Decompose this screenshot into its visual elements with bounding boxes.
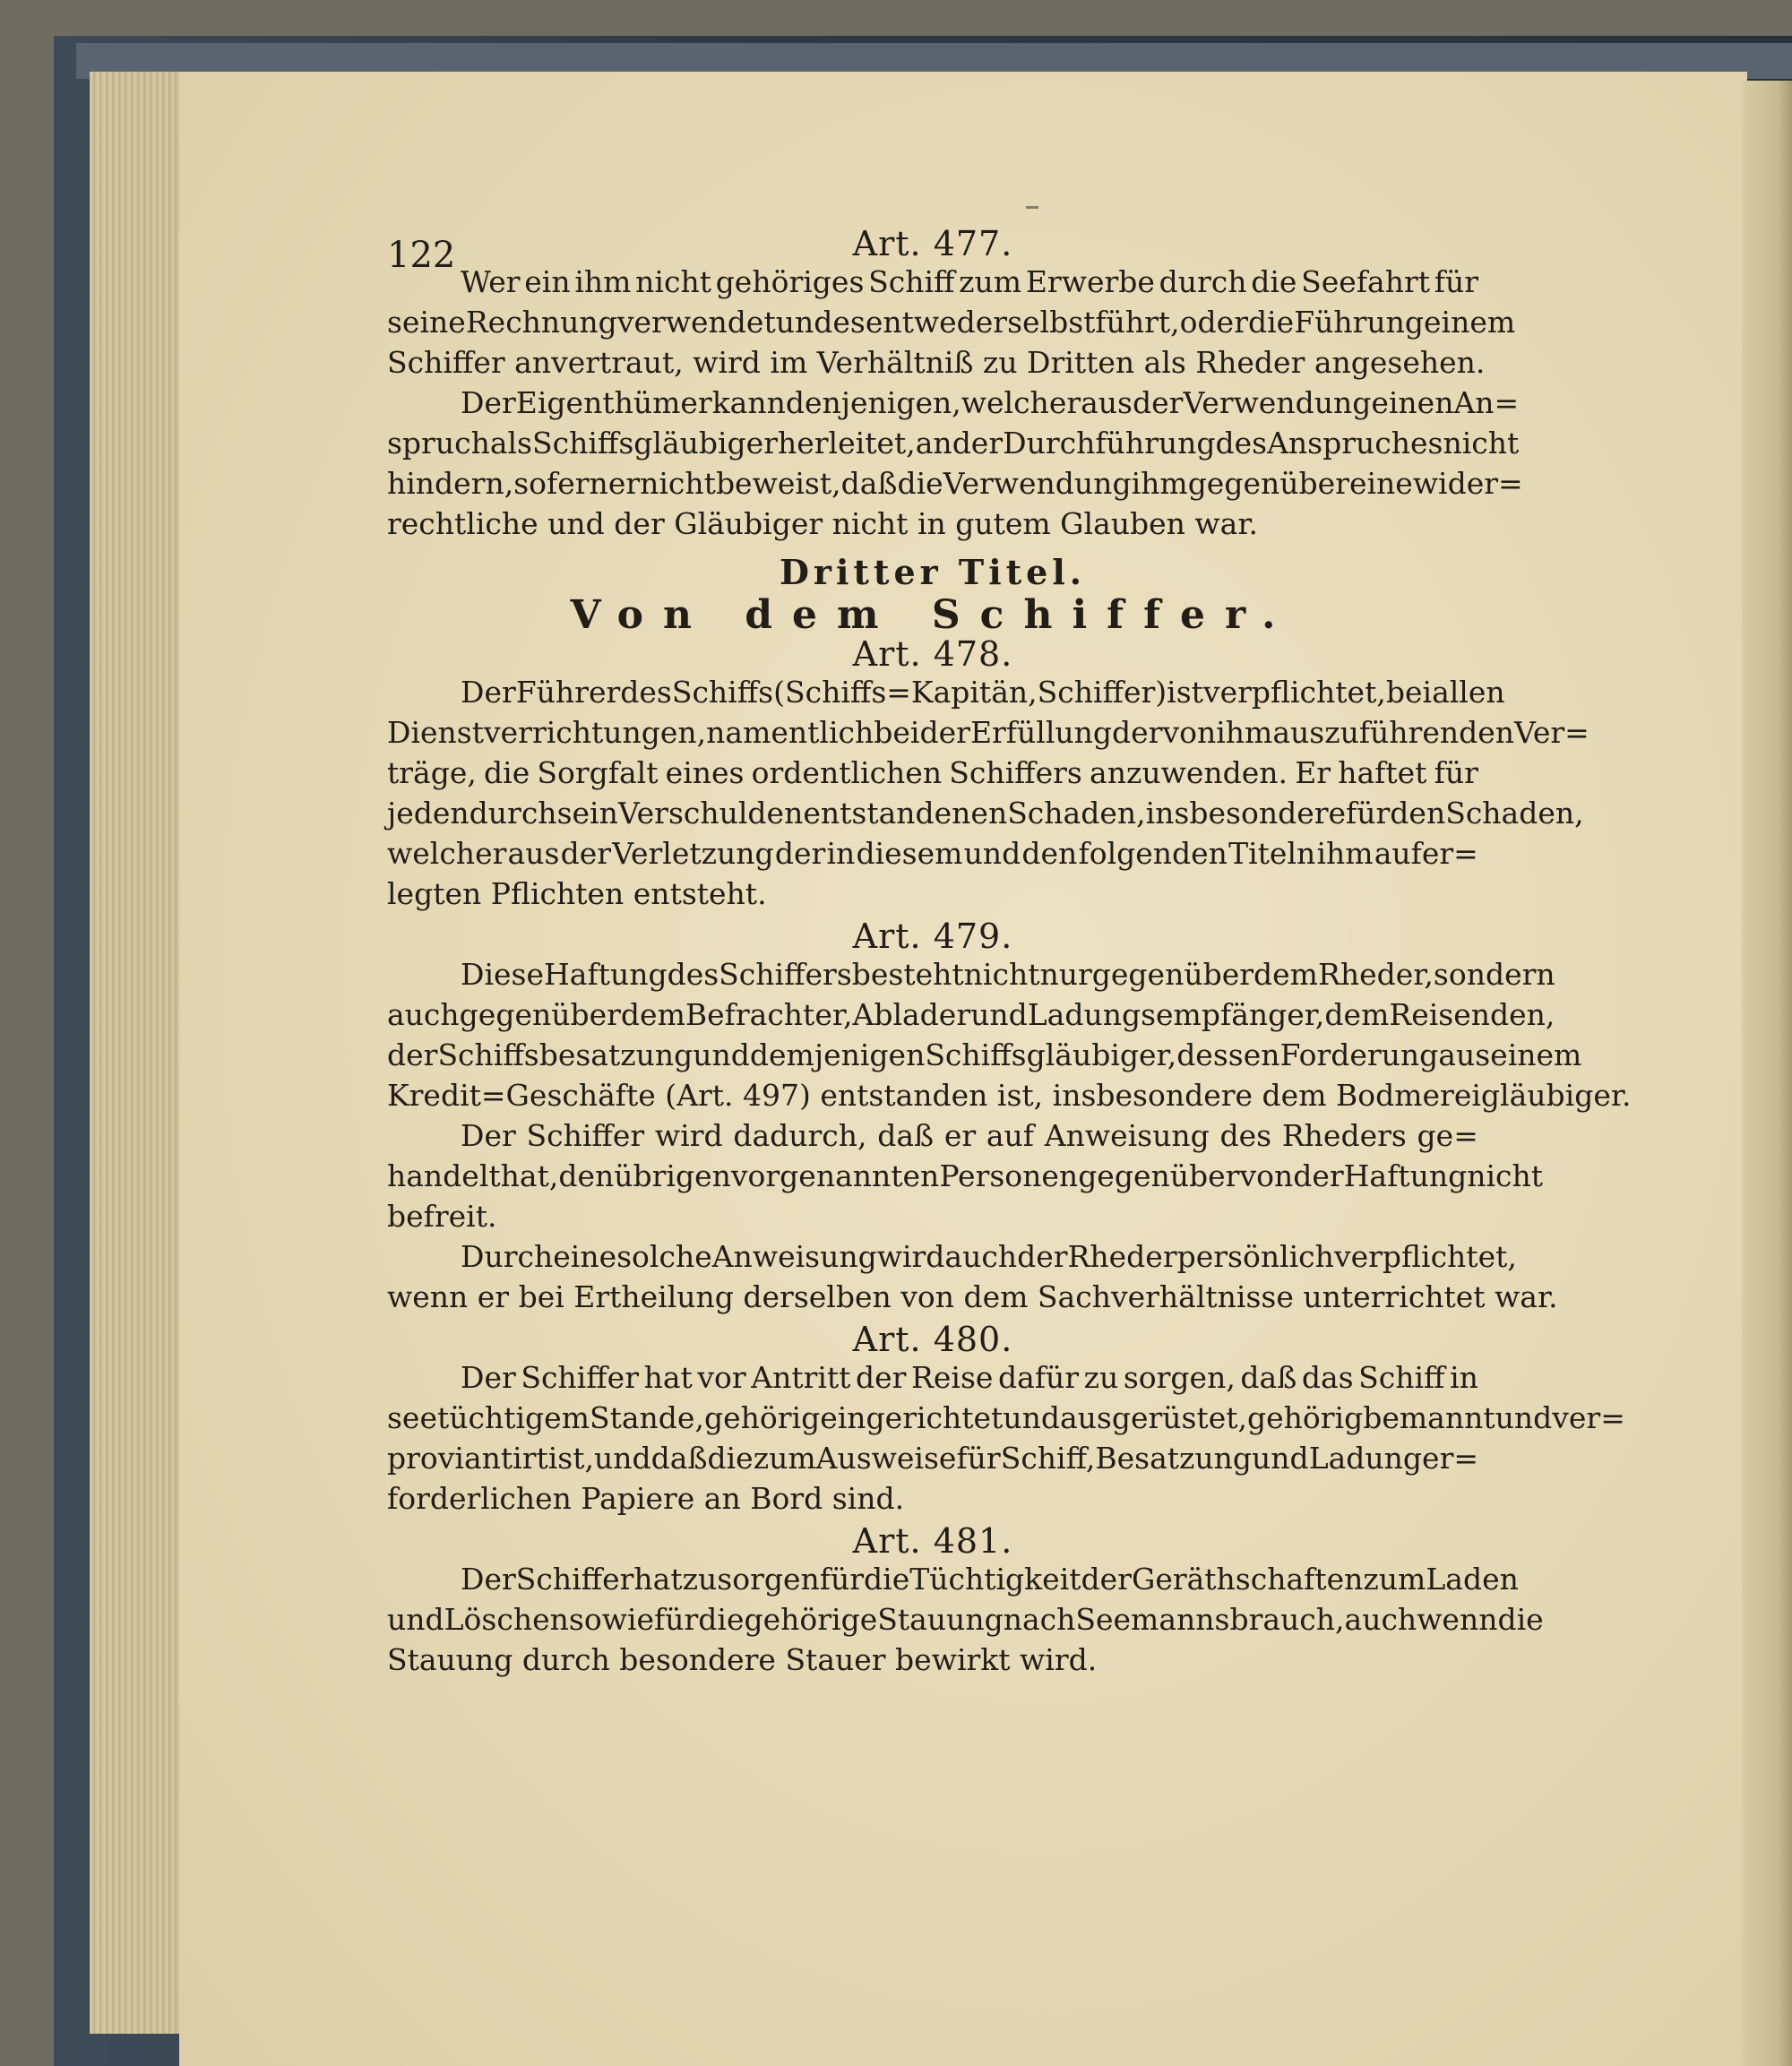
page-stack-edge [90,72,184,2034]
text-line: Der Eigenthümer kann denjenigen, welcher aus der Verwendung einen An= [461,385,1520,420]
text-line: der Schiffsbesatzung und demjenigen Schiffsgläubiger, dessen Forderung aus einem [387,1037,1582,1072]
text-line: seine Rechnung verwendet und es entweder selbst führt, oder die Führung einem [387,305,1516,340]
facing-page-edge [1742,81,1792,2066]
article-heading: Art. 478. [852,634,1013,674]
text-line: wenn er bei Ertheilung derselben von dem Sachverhältnisse unterrichtet war. [387,1279,1558,1314]
text-line: seetüchtigem Stande, gehörig eingerichtet und ausgerüstet, gehörig bemannt und ver= [387,1400,1625,1435]
text-line: Dienstverrichtungen, namentlich bei der Erfüllung der von ihm auszuführenden Ver= [387,715,1590,750]
text-line: Kredit=Geschäfte (Art. 497) entstanden ist, insbesondere dem Bodmereigläubiger. [387,1078,1632,1113]
text-line: Der Schiffer hat vor Antritt der Reise dafür zu sorgen, daß das Schiff in [461,1360,1478,1395]
page-number: 122 [387,235,456,276]
article-heading: Art. 481. [852,1521,1013,1561]
text-line: Durch eine solche Anweisung wird auch der Rheder persönlich verpflichtet, [461,1239,1517,1274]
text-line: Stauung durch besondere Stauer bewirkt wird. [387,1642,1098,1677]
text-line: befreit. [387,1199,497,1234]
page-mark [1026,206,1038,209]
text-line: Diese Haftung des Schiffers besteht nicht nur gegenüber dem Rheder, sondern [461,957,1555,992]
text-line: spruch als Schiffsgläubiger herleitet, an der Durchführung des Anspruches nicht [387,426,1520,461]
text-line: Der Schiffer wird dadurch, daß er auf Anweisung des Rheders ge= [461,1118,1478,1153]
text-line: träge, die Sorgfalt eines ordentlichen Schiffers anzuwenden. Er haftet für [387,755,1478,790]
section-heading: Von dem Schiffer. [570,592,1296,638]
text-line: welcher aus der Verletzung der in diesem und den folgenden Titeln ihm aufer= [387,836,1478,871]
text-line: Der Schiffer hat zu sorgen für die Tüchtigkeit der Geräthschaften zum Laden [461,1562,1519,1597]
text-line: handelt hat, den übrigen vorgenannten Personen gegenüber von der Haftung nicht [387,1158,1544,1193]
text-line: Schiffer anvertraut, wird im Verhältniß zu Dritten als Rheder angesehen. [387,345,1486,380]
text-line: rechtliche und der Gläubiger nicht in gutem Glauben war. [387,506,1258,541]
article-heading: Art. 477. [852,224,1013,263]
text-line: legten Pflichten entsteht. [387,876,767,911]
text-line: und Löschen sowie für die gehörige Stauung nach Seemannsbrauch, auch wenn die [387,1602,1544,1637]
text-line: proviantirt ist, und daß die zum Ausweise für Schiff, Besatzung und Ladung er= [387,1441,1479,1476]
section-title: Dritter Titel. [779,552,1087,592]
text-line: hindern, sofern er nicht beweist, daß die Verwendung ihm gegenüber eine wider= [387,466,1523,501]
text-line: jeden durch sein Verschulden entstandenen Schaden, insbesondere für den Schaden, [387,796,1584,831]
article-heading: Art. 479. [852,917,1013,956]
text-line: Wer ein ihm nicht gehöriges Schiff zum Erwerbe durch die Seefahrt für [461,264,1478,299]
text-line: forderlichen Papiere an Bord sind. [387,1481,905,1516]
text-line: Der Führer des Schiffs (Schiffs=Kapitän, Schiffer) ist verpflichtet, bei allen [461,675,1505,710]
text-line: auch gegenüber dem Befrachter, Ablader und Ladungsempfänger, dem Reisenden, [387,997,1555,1032]
article-heading: Art. 480. [852,1320,1013,1359]
